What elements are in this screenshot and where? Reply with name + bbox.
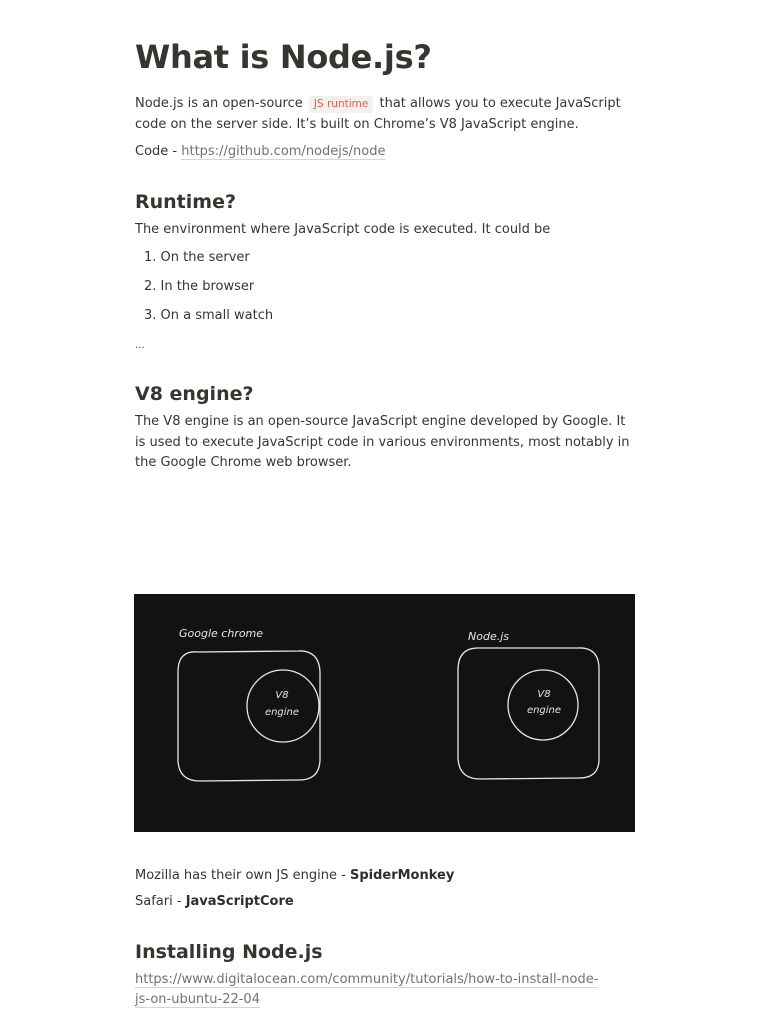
v8-line-2: is used to execute JavaScript code in various environments, most notably in (135, 435, 630, 450)
intro-paragraph (135, 94, 635, 115)
runtime-description: The environment where JavaScript code is executed. It could be (135, 222, 551, 237)
intro-line-2: code on the server side. It’s built on Chrome’s V8 JavaScript engine. (135, 117, 579, 132)
node-v8-text: V8 (537, 689, 551, 700)
ellipsis: ... (135, 340, 145, 351)
intro-text-before: Node.js is an open-source (135, 96, 303, 111)
code-label: Code - (135, 144, 178, 159)
runtime-heading: Runtime? (135, 191, 236, 213)
install-link-line-1 (135, 970, 635, 991)
v8-line-1: The V8 engine is an open-source JavaScript engine developed by Google. It (135, 414, 626, 429)
chrome-v8-text: V8 (275, 690, 289, 701)
v8-line-3: the Google Chrome web browser. (135, 455, 352, 470)
list-item: 2. In the browser (144, 279, 255, 294)
install-heading: Installing Node.js (135, 941, 323, 963)
list-item-text: On a small watch (160, 308, 274, 323)
chrome-label: Google chrome (179, 627, 264, 640)
runtime-list (144, 247, 273, 334)
code-link-line (135, 142, 635, 163)
inline-code-pill: JS runtime (309, 96, 373, 113)
install-link-line-2 (135, 990, 635, 1011)
page-title: What is Node.js? (135, 38, 432, 76)
engine-diagram-svg (134, 594, 635, 832)
intro-text-after: that allows you to execute JavaScript (379, 96, 621, 111)
safari-text: Safari - (135, 894, 182, 909)
mozilla-engine-name: SpiderMonkey (349, 868, 455, 883)
list-item: 1. On the server (144, 250, 250, 265)
engine-diagram (134, 594, 635, 832)
list-item-text: In the browser (160, 279, 255, 294)
mozilla-line (135, 866, 635, 887)
digitalocean-link-continued[interactable]: js-on-ubuntu-22-04 (135, 992, 260, 1007)
safari-line (135, 892, 635, 913)
github-link[interactable]: https://github.com/nodejs/node (181, 144, 386, 159)
node-label: Node.js (468, 630, 509, 643)
chrome-engine-text: engine (264, 707, 300, 718)
safari-engine-name: JavaScriptCore (185, 894, 294, 909)
mozilla-text: Mozilla has their own JS engine - (135, 868, 346, 883)
list-item: 3. On a small watch (144, 308, 274, 323)
v8-heading: V8 engine? (135, 383, 254, 405)
digitalocean-link[interactable]: https://www.digitalocean.com/community/tutorials/how-to-install-node- (135, 972, 599, 987)
list-item-text: On the server (160, 250, 250, 265)
node-engine-text: engine (526, 705, 562, 716)
chrome-v8-circle (247, 670, 319, 742)
